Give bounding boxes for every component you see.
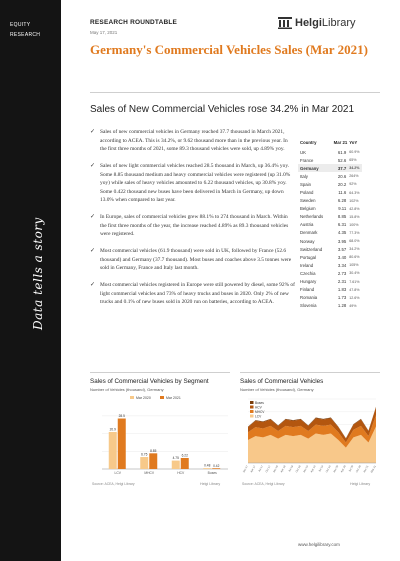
cell-yoy: 12.6%: [349, 295, 360, 300]
cell-value: 37.7: [328, 164, 347, 172]
bullet-text: Most commercial vehicles registered in Europe were still powered by diesel, some 92% of light commercial vehicles and 73% of heavy trucks and buses in 2020. Only 2% of new trucks and 0.1% of new buses sold in 2020 run on batteries, according to ACEA.: [100, 282, 295, 306]
cell-country: Denmark: [300, 230, 318, 236]
checkmark-icon: ✓: [90, 248, 96, 255]
bar: [212, 468, 220, 469]
data-label: 6.75: [141, 452, 148, 457]
cell-country: Norway: [300, 238, 315, 244]
cell-value: 4.35: [337, 230, 347, 236]
cell-yoy: 80.6%: [349, 255, 360, 260]
chart1-subtitle: Number of Vehicles (thousand), Germany: [90, 387, 164, 392]
table-row: [298, 221, 362, 229]
data-label: 0.48: [204, 463, 211, 468]
cell-country: Italy: [300, 173, 308, 179]
cell-value: 3.95: [337, 238, 347, 244]
bullet-item: [90, 281, 295, 307]
x-tick-label: Jan 18: [272, 465, 279, 474]
legend-label: MHCV: [255, 409, 265, 414]
bullet-text: Sales of new light commercial vehicles reached 28.5 thousand in March, up 36.4% yoy. Some 8.85 thousand medium and heavy commercial vehicles were registered (up 31.0% yoy) while sales of heavy vehicles amounted to 6.22 thousand vehicles, up 30.8% yoy. Some 0.422 thousand new buses have been delivered in March in Germany, up down 13.0% when compared to last year.: [100, 162, 291, 204]
cell-value: 20.6: [337, 173, 347, 179]
x-tick-label: Oct 20: [355, 465, 362, 474]
cell-value: 52.6: [337, 157, 347, 163]
table-row: [298, 197, 362, 205]
cell-yoy: 92%: [349, 182, 357, 187]
cell-country: Ireland: [300, 262, 314, 268]
table-row: [298, 205, 362, 213]
bullet-item: [90, 213, 295, 239]
table-row: [298, 229, 362, 237]
chart2-title: Sales of Commercial Vehicles: [240, 378, 324, 385]
cell-yoy: 68.0%: [349, 239, 360, 244]
cell-yoy: 60.9%: [349, 150, 360, 155]
cell-country: Austria: [300, 222, 314, 228]
cell-yoy: 47.8%: [349, 287, 360, 292]
cell-value: 1.73: [337, 295, 347, 301]
bar: [172, 461, 180, 469]
footer-url[interactable]: www.helgilibrary.com: [298, 542, 340, 547]
x-tick-label: Apr 18: [280, 465, 287, 474]
chart1-source: Source: ACEA, Helgi Library: [92, 482, 135, 486]
data-label: 20.9: [109, 427, 116, 432]
cell-value: 3.40: [337, 254, 347, 260]
cell-yoy: 42.8%: [349, 206, 360, 211]
chart2-logo: Helgi Library: [350, 482, 371, 486]
table-row: [298, 261, 362, 269]
x-tick-label: Jul 20: [348, 465, 355, 473]
x-tick-label: Apr 17: [249, 465, 257, 474]
table-row: [298, 237, 362, 245]
cell-value: 1.83: [337, 287, 347, 293]
table-row: [298, 269, 362, 277]
country-sales-table: [298, 140, 362, 310]
chart1-title: Sales of Commercial Vehicles by Segment: [90, 378, 209, 385]
cell-yoy: 105%: [349, 263, 359, 268]
column-header-value: Mar 21: [333, 140, 348, 145]
chart1-logo: Helgi Library: [200, 482, 221, 486]
cell-yoy: 15.8%: [349, 214, 360, 219]
cell-value: 20.2: [337, 181, 347, 187]
cell-value: 11.6: [338, 190, 347, 196]
bullet-item: [90, 162, 295, 205]
cell-yoy: 100%: [349, 222, 359, 227]
cell-yoy: 30.4%: [349, 271, 360, 276]
logo-text: [295, 17, 356, 29]
bullet-item: [90, 128, 295, 154]
cell-value: 9.11: [338, 206, 347, 212]
cell-yoy: 65%: [349, 158, 357, 163]
legend-swatch: [250, 406, 254, 409]
bar: [118, 419, 126, 469]
cell-yoy: 102%: [349, 198, 359, 203]
table-row: [298, 172, 362, 180]
cell-value: 6.28: [337, 198, 347, 204]
chart1-divider: [90, 372, 230, 373]
bar: [109, 432, 117, 469]
data-label: 6.22: [181, 453, 188, 458]
cell-country: Sweden: [300, 198, 316, 204]
bar: [140, 457, 148, 469]
category-line-2: RESEARCH: [10, 32, 41, 38]
title-divider: [90, 92, 380, 93]
x-tick-label: Oct 18: [295, 465, 302, 474]
cell-value: 2.73: [337, 270, 347, 276]
cell-country: Hungary: [300, 279, 317, 285]
table-row: [298, 164, 362, 172]
library-columns-icon: [278, 17, 292, 29]
logo-text-bold: Helgi: [295, 17, 322, 29]
legend-swatch: [250, 401, 254, 404]
legend-swatch: [250, 410, 254, 413]
cell-value: 3.34: [337, 262, 347, 268]
bar: [149, 453, 157, 469]
x-tick-label: Jul 17: [257, 465, 264, 473]
column-header-country: Country: [300, 140, 317, 145]
table-row: [298, 278, 362, 286]
legend-label: Buses: [255, 400, 264, 405]
summary-bullets: [90, 128, 295, 315]
x-tick-label: Jul 19: [318, 465, 325, 473]
table-row: [298, 245, 362, 253]
data-label: 28.5: [118, 414, 125, 419]
legend-swatch: [130, 396, 134, 399]
cell-country: Netherlands: [300, 214, 324, 220]
table-row: [298, 156, 362, 164]
x-tick-label: Apr 20: [340, 465, 347, 474]
table-row: [298, 294, 362, 302]
cell-country: Belgium: [300, 206, 316, 212]
table-row: [298, 148, 362, 156]
cell-country: UK: [300, 149, 306, 155]
cell-country: Portugal: [300, 254, 317, 260]
cell-value: 61.9: [337, 149, 347, 155]
table-body: [298, 148, 362, 310]
cell-country: Finland: [300, 287, 315, 293]
cell-yoy: 64.3%: [349, 190, 360, 195]
x-tick-label: Jan 21: [362, 465, 370, 474]
cell-country: Germany: [298, 164, 328, 172]
cell-yoy: 34.2%: [347, 164, 362, 172]
x-tick-label: Jan 17: [242, 465, 249, 474]
commercial-vehicles-area-chart: [240, 393, 380, 481]
legend-label: Mar 2021: [166, 396, 181, 400]
report-date: May 17, 2021: [90, 30, 118, 35]
chart2-divider: [240, 372, 380, 373]
checkmark-icon: ✓: [90, 214, 96, 221]
logo-text-rest: Library: [321, 17, 356, 29]
chart2-source: Source: ACEA, Helgi Library: [242, 482, 285, 486]
category-label: LCV: [114, 471, 121, 475]
category-line-1: EQUITY: [10, 22, 31, 28]
report-category: [10, 20, 40, 40]
x-tick-label: Oct 17: [265, 465, 272, 474]
table-row: [298, 253, 362, 261]
checkmark-icon: ✓: [90, 282, 96, 289]
category-label: Buses: [207, 471, 217, 475]
chart2-subtitle: Number of Vehicles (thousand), Germany: [240, 387, 314, 392]
x-tick-label: Apr 19: [310, 465, 317, 474]
cell-value: 8.85: [337, 214, 347, 220]
bullet-text: In Europe, sales of commercial vehicles grew 88.1% to 274 thousand in March. Within the first three months of the year, the increase reached 4.89% as 89.3 thousand vehicles were registered.: [100, 214, 289, 238]
cell-yoy: 7.61%: [349, 279, 360, 284]
legend-swatch: [250, 415, 254, 418]
cell-value: 2.31: [337, 279, 347, 285]
column-header-yoy: YoY: [349, 140, 358, 145]
x-tick-label: Oct 19: [325, 465, 332, 474]
segment-bar-chart: [90, 393, 232, 481]
cell-country: Czechia: [300, 270, 316, 276]
page-subtitle: Sales of New Commercial Vehicles rose 34.2% in Mar 2021: [90, 104, 355, 115]
cell-country: Romania: [300, 295, 318, 301]
cell-value: 6.31: [337, 222, 347, 228]
category-label: HCV: [177, 471, 185, 475]
cell-yoy: 77.3%: [349, 230, 360, 235]
bar: [203, 468, 211, 469]
legend-label: HCV: [255, 405, 262, 410]
cell-value: 3.57: [337, 246, 347, 252]
table-row: [298, 180, 362, 188]
bar: [181, 458, 189, 469]
cell-country: Poland: [300, 190, 314, 196]
cell-yoy: 34.2%: [349, 247, 360, 252]
cell-country: Switzerland: [300, 246, 323, 252]
cell-yoy: 264%: [349, 174, 359, 179]
page-title: Germany's Commercial Vehicles Sales (Mar 2021): [90, 42, 368, 57]
table-row: [298, 188, 362, 196]
cell-yoy: 49%: [349, 303, 357, 308]
tagline: Data tells a story: [31, 217, 45, 330]
table-header-row: [298, 140, 362, 148]
x-tick-label: Jul 18: [287, 465, 295, 473]
legend-label: LCV: [255, 414, 262, 419]
x-tick-label: Jan 19: [302, 465, 310, 474]
cell-country: Spain: [300, 181, 311, 187]
category-label: MHCV: [144, 471, 155, 475]
bullet-text: Sales of new commercial vehicles in Germany reached 37.7 thousand in March 2021, according to ACEA. This is 34.2%, or 9.62 thousand more than in the previous year. In the first three months of 2021, some 89.3 thousand vehicles were sold, up 4.89% yoy.: [100, 129, 288, 153]
bullet-item: [90, 247, 295, 273]
report-kicker: RESEARCH ROUNDTABLE: [90, 19, 178, 26]
cell-country: Slovenia: [300, 303, 317, 309]
helgi-library-logo[interactable]: [278, 17, 356, 29]
sidebar: [0, 0, 61, 561]
data-label: 8.85: [150, 448, 157, 453]
cell-country: France: [300, 157, 314, 163]
checkmark-icon: ✓: [90, 162, 96, 169]
cell-value: 1.28: [337, 303, 347, 309]
checkmark-icon: ✓: [90, 129, 96, 135]
x-tick-label: Jan 20: [332, 465, 340, 474]
table-row: [298, 213, 362, 221]
table-row: [298, 302, 362, 310]
x-tick-label: Mar 21: [370, 465, 377, 474]
legend-swatch: [160, 396, 164, 399]
table-row: [298, 286, 362, 294]
data-label: 4.75: [172, 456, 179, 461]
bullet-text: Most commercial vehicles (61.9 thousand) were sold in UK, followed by France (52.6 thousand) and Germany (37.7 thousand). Most buses and coaches above 3.5 tonnes were sold in Germany, France and Italy last month.: [100, 248, 292, 272]
data-label: 0.42: [213, 463, 220, 468]
legend-label: Mar 2020: [136, 396, 151, 400]
